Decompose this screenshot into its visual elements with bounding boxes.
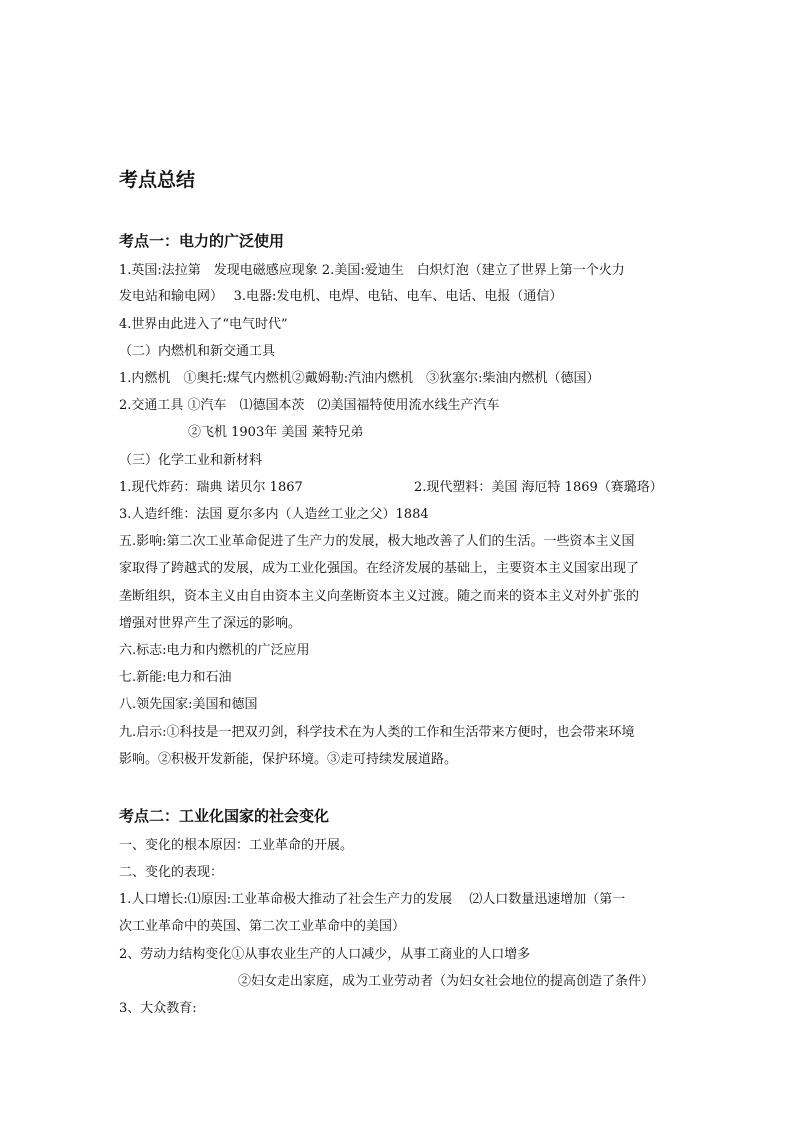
text-line: 垄断组织，资本主义由自由资本主义向垄断资本主义过渡。随之而来的资本主义对外扩张的: [119, 589, 640, 604]
text-line: 2.现代塑料：美国 海厄特 1869（赛璐珞）: [414, 480, 663, 495]
text-line: （二）内燃机和新交通工具: [119, 344, 276, 359]
text-line: 2.交通工具 ①汽车 ⑴德国本茨 ⑵美国福特使用流水线生产汽车: [119, 398, 500, 413]
text-line: （三）化学工业和新材料: [119, 453, 263, 468]
text-line: 2、劳动力结构变化①从事农业生产的人口减少，从事工商业的人口增多: [119, 947, 531, 962]
text-line: 1.内燃机 ①奥托:煤气内燃机②戴姆勒:汽油内燃机 ③狄塞尔:柴油内燃机（德国）: [119, 371, 600, 386]
text-line: 次工业革命中的英国、第二次工业革命中的美国）: [119, 919, 406, 934]
text-line: 4.世界由此进入了“电气时代”: [119, 317, 288, 332]
text-line: 1.现代炸药：瑞典 诺贝尔 1867: [119, 480, 303, 495]
text-line: 一、变化的根本原因：工业革命的开展。: [119, 838, 354, 853]
text-line: 3.人造纤维：法国 夏尔多内（人造丝工业之父）1884: [119, 507, 429, 522]
section-heading-1: 考点一：电力的广泛使用: [119, 232, 285, 250]
text-line: 1.人口增长:⑴原因:工业革命极大推动了社会生产力的发展 ⑵人口数量迅速增加（第一: [119, 892, 626, 907]
text-line: 二、变化的表现：: [119, 865, 224, 880]
text-line: 发电站和输电网） 3.电器:发电机、电焊、电钻、电车、电话、电报（通信）: [119, 289, 563, 304]
text-line: 3、大众教育:: [119, 1001, 197, 1016]
text-line: 六.标志:电力和内燃机的广泛应用: [119, 643, 310, 658]
text-line: 影响。②积极开发新能，保护环境。③走可持续发展道路。: [119, 752, 458, 767]
text-line: 八.领先国家:美国和德国: [119, 697, 258, 712]
section-heading-2: 考点二：工业化国家的社会变化: [119, 807, 330, 825]
text-line: 增强对世界产生了深远的影响。: [119, 616, 302, 631]
text-line: 家取得了跨越式的发展，成为工业化强国。在经济发展的基础上，主要资本主义国家出现了: [119, 561, 640, 576]
text-line: 五.影响:第二次工业革命促进了生产力的发展，极大地改善了人们的生活。一些资本主义国: [119, 534, 635, 549]
text-line: ②飞机 1903年 美国 莱特兄弟: [188, 425, 364, 440]
text-line: 七.新能:电力和石油: [119, 670, 232, 685]
text-line: 九.启示:①科技是一把双刃剑，科学技术在为人类的工作和生活带来方便时，也会带来环境: [119, 725, 635, 740]
text-line: 1.英国:法拉第 发现电磁感应现象 2.美国:爱迪生 白炽灯泡（建立了世界上第一个火力: [119, 263, 625, 278]
page-title: 考点总结: [119, 169, 196, 191]
text-line: ②妇女走出家庭，成为工业劳动者（为妇女社会地位的提高创造了条件）: [238, 974, 655, 989]
